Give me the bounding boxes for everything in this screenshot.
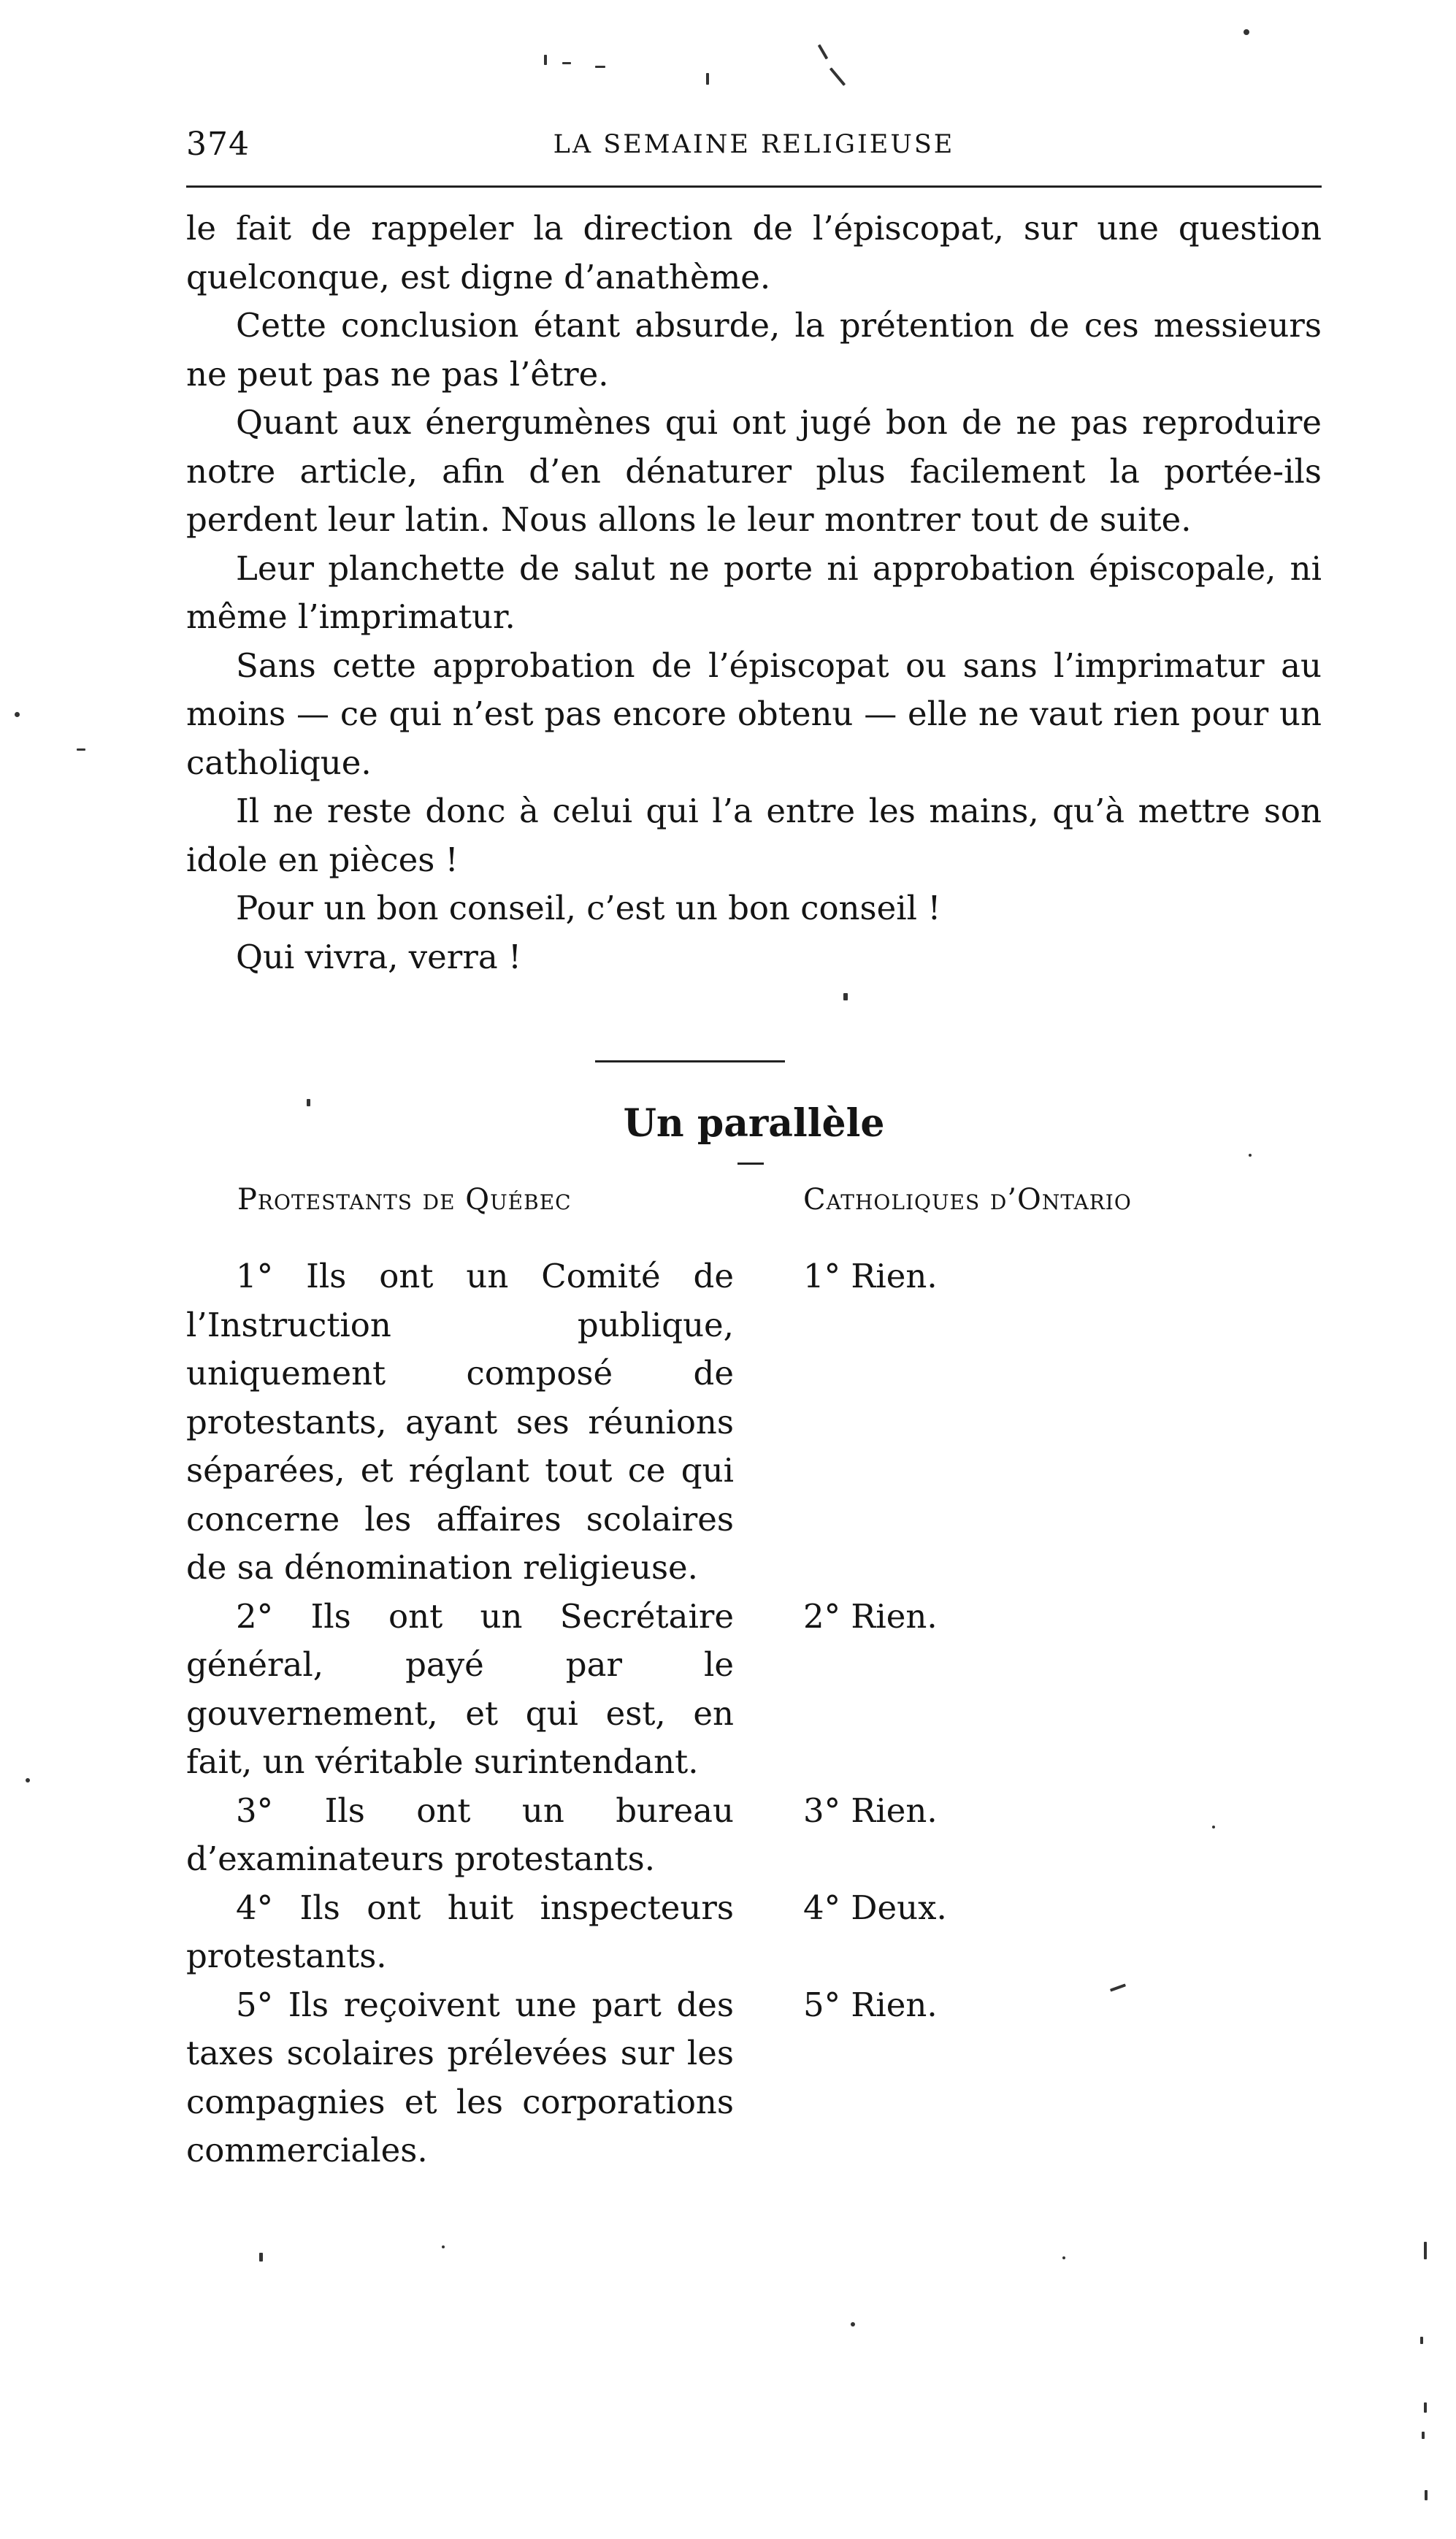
comparison-table <box>186 1252 1322 2175</box>
paragraph: Sans cette approbation de l’épiscopat ou sans l’imprimatur au moins — ce qui n’est pas encore obtenu — elle ne vaut rien pour un catholique. <box>186 646 1322 782</box>
paragraph: Cette conclusion étant absurde, la prétention de ces messieurs ne peut pas ne pas l’être. <box>186 306 1322 394</box>
row-right-text: 1° Rien. <box>803 1257 938 1295</box>
print-specks <box>186 29 1322 110</box>
row-right-text: 3° Rien. <box>803 1791 938 1830</box>
row-right-text: 5° Rien. <box>803 1985 938 2024</box>
column-heading-right: Catholiques d’Ontario <box>803 1183 1132 1217</box>
paragraph: Quant aux énergumènes qui ont jugé bon de ne pas reproduire notre article, afin d’en dénaturer plus facilement la portée-ils perdent leur latin. Nous allons le leur montrer tout de suite. <box>186 403 1322 539</box>
comparison-row <box>186 1884 1322 1981</box>
row-left-text: 3° Ils ont un bureau d’examinateurs protestants. <box>186 1791 734 1878</box>
section-title: Un parallèle <box>623 1101 885 1146</box>
comparison-row <box>186 1981 1322 2175</box>
paragraph: Pour un bon conseil, c’est un bon conseil ! <box>236 889 941 927</box>
row-left-text: 1° Ils ont un Comité de l’Instruction publique, uniquement composé de protestants, ayant ses réunions séparées, et réglant tout ce qui concerne les affaires scolaires de sa dénomination religieuse. <box>186 1257 734 1587</box>
column-heading-left: Protestants de Québec <box>237 1183 572 1217</box>
comparison-row <box>186 1787 1322 1884</box>
paragraph: Il ne reste donc à celui qui l’a entre les mains, qu’à mettre son idole en pièces ! <box>186 792 1322 879</box>
paragraph: le fait de rappeler la direction de l’épiscopat, sur une question quelconque, est digne d’anathème. <box>186 209 1322 296</box>
article-body <box>186 204 1322 981</box>
page-number: 374 <box>186 126 250 163</box>
comparison-row <box>186 1593 1322 1787</box>
row-left-text: 4° Ils ont huit inspecteurs protestants. <box>186 1888 734 1975</box>
header-rule <box>186 185 1322 188</box>
row-right-text: 2° Rien. <box>803 1596 938 1636</box>
row-left-text: 5° Ils reçoivent une part des taxes scolaires prélevées sur les compagnies et les corporations commerciales. <box>186 1985 734 2170</box>
page-header <box>186 117 1322 168</box>
paragraph: Leur planchette de salut ne porte ni approbation épiscopale, ni même l’imprimatur. <box>186 548 1322 636</box>
running-title: LA SEMAINE RELIGIEUSE <box>553 130 955 159</box>
row-left-text: 2° Ils ont un Secrétaire général, payé par le gouvernement, et qui est, en fait, un véritable surintendant. <box>186 1596 734 1781</box>
title-dash <box>737 1163 764 1165</box>
section-separator <box>595 1060 785 1062</box>
comparison-row <box>186 1252 1322 1593</box>
row-right-text: 4° Deux. <box>803 1888 947 1927</box>
paragraph: Qui vivra, verra ! <box>236 937 522 976</box>
